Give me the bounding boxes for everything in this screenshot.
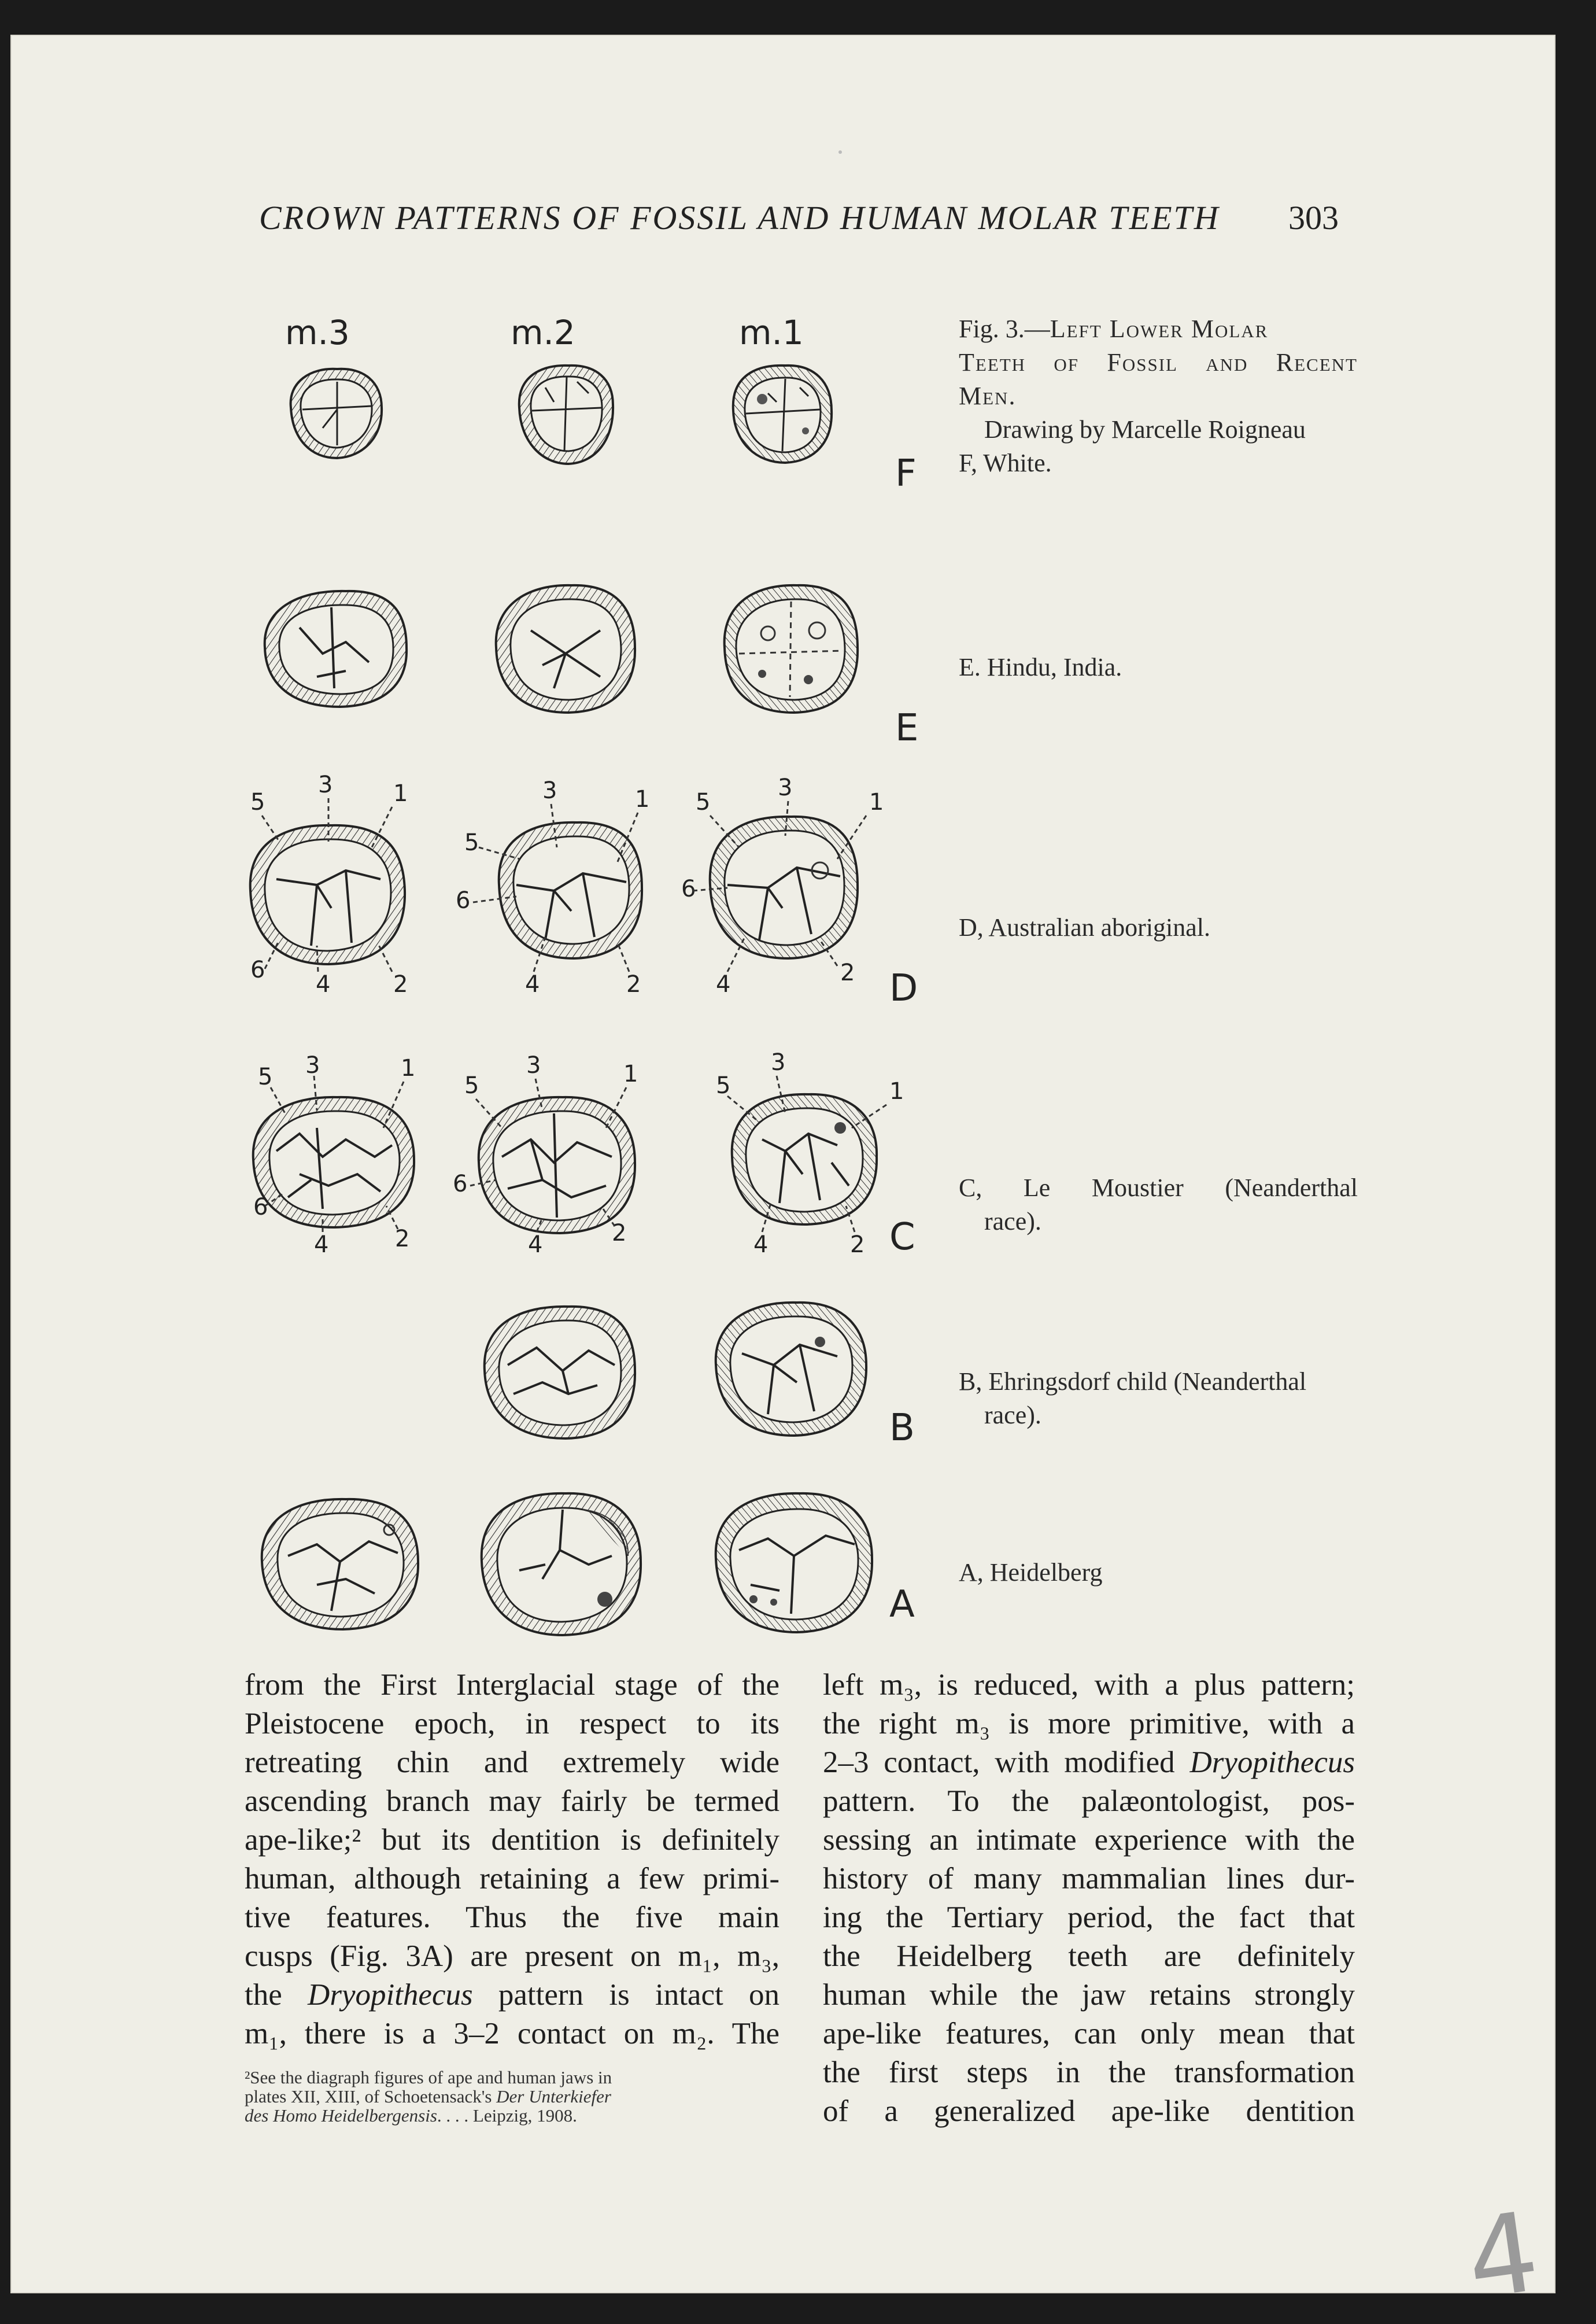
tooth-A-m1: [716, 1493, 872, 1632]
tooth-E-m1: [725, 585, 858, 713]
cusp-label-D-m3-6: 6: [250, 957, 265, 983]
row-letter-C: C: [889, 1216, 915, 1259]
cusp-label-D-m3-1: 1: [393, 780, 408, 807]
body-left-line: m₁, there is a 3–2 contact on m₂. The: [245, 2017, 779, 2050]
cusp-label-C-m2-5: 5: [464, 1072, 479, 1099]
body-right-line: of a generalized ape-like dentition: [823, 2094, 1355, 2128]
body-right-line: history of many mammalian lines dur-: [823, 1862, 1355, 1895]
caption-E: E. Hindu, India.: [959, 653, 1122, 681]
tooth-A-m3: [262, 1499, 418, 1629]
row-letter-D: D: [889, 967, 918, 1010]
caption-C-line1: C, Le Moustier (Neanderthal: [959, 1174, 1358, 1202]
tooth-C-m3: [253, 1097, 414, 1227]
cusp-label-D-m2-4: 4: [525, 971, 540, 998]
caption-B: [959, 1365, 1358, 1432]
cusp-label-D-m1-1: 1: [869, 789, 884, 816]
cusp-label-D-m2-1: 1: [635, 786, 650, 813]
cusp-label-D-m1-6: 6: [681, 876, 696, 902]
fig-caption-title: [959, 312, 1358, 480]
body-column-left: [245, 1666, 779, 2053]
body-left-line: from the First Interglacial stage of the: [245, 1668, 779, 1702]
row-letter-A: A: [889, 1583, 915, 1626]
fig-label: Fig. 3.—: [959, 315, 1050, 343]
fig-title-3: Men.: [959, 382, 1017, 410]
tooth-D-m3: [250, 825, 405, 964]
cusp-label-C-m1-1: 1: [889, 1078, 904, 1105]
body-left-line: the Dryopithecus pattern is intact on: [245, 1978, 779, 2012]
cusp-label-D-m3-5: 5: [250, 789, 265, 816]
cusp-label-D-m1-3: 3: [778, 774, 793, 801]
tooth-D-m2: [499, 822, 642, 958]
caption-D: D, Australian aboriginal.: [959, 913, 1211, 942]
body-right-line: ape-like features, can only mean that: [823, 2017, 1355, 2050]
column-label-m3: m.3: [285, 313, 350, 352]
running-head: [259, 198, 1358, 237]
body-right-line: ing the Tertiary period, the fact that: [823, 1901, 1355, 1934]
body-right-line: the first steps in the transformation: [823, 2056, 1355, 2089]
cusp-label-C-m2-4: 4: [528, 1231, 543, 1258]
cusp-label-D-m3-2: 2: [393, 971, 408, 998]
body-right-line: pattern. To the palæontologist, pos-: [823, 1784, 1355, 1818]
footnote-line-1: ²See the diagraph figures of ape and human jaws in: [245, 2067, 612, 2087]
body-left-line: retreating chin and extremely wide: [245, 1746, 779, 1779]
caption-C-line2: race).: [984, 1207, 1041, 1235]
page-speck: [838, 150, 842, 154]
row-letter-B: B: [889, 1407, 915, 1449]
body-left-line: cusps (Fig. 3A) are present on m₁, m₃,: [245, 1939, 779, 1973]
cusp-label-C-m2-3: 3: [526, 1052, 541, 1079]
body-right-line: sessing an intimate experience with the: [823, 1823, 1355, 1857]
cusp-label-D-m2-3: 3: [542, 777, 557, 804]
cusp-label-C-m1-3: 3: [771, 1049, 786, 1076]
caption-B-line1: B, Ehringsdorf child (Neanderthal: [959, 1367, 1307, 1396]
footnote-line-2: plates XII, XIII, of Schoetensack's Der Unterkiefer: [245, 2086, 611, 2107]
cusp-label-C-m1-5: 5: [716, 1072, 731, 1099]
body-left-line: ascending branch may fairly be termed: [245, 1784, 779, 1818]
caption-C: [959, 1171, 1358, 1238]
tooth-B-m1: [716, 1303, 866, 1436]
tooth-F-m1: [733, 366, 832, 463]
footnote-line-3: des Homo Heidelbergensis. . . . Leipzig, 1908.: [245, 2105, 577, 2126]
book-page: [10, 35, 1556, 2324]
fig-title-1: Left Lower Molar: [1050, 315, 1269, 343]
page-number: 303: [1288, 199, 1339, 237]
cusp-label-D-m3-4: 4: [316, 971, 331, 998]
cusp-label-C-m2-1: 1: [623, 1061, 638, 1087]
running-title: CROWN PATTERNS OF FOSSIL AND HUMAN MOLAR TEETH: [259, 199, 1220, 237]
tooth-E-m3: [265, 591, 407, 707]
column-label-m1: m.1: [739, 313, 804, 352]
credit-line-2: F, White.: [959, 449, 1052, 477]
footnote: [245, 2068, 782, 2125]
body-column-right: [823, 1666, 1355, 2131]
cusp-label-C-m1-4: 4: [753, 1231, 769, 1258]
tooth-E-m2: [496, 585, 635, 713]
cusp-label-C-m3-5: 5: [258, 1064, 273, 1090]
cusp-label-C-m3-2: 2: [395, 1226, 410, 1252]
cusp-label-D-m3-3: 3: [318, 772, 333, 798]
row-letter-E: E: [895, 707, 919, 750]
cusp-label-C-m2-6: 6: [453, 1171, 468, 1197]
caption-A: A, Heidelberg: [959, 1558, 1103, 1587]
tooth-D-m1: [710, 817, 858, 958]
tooth-C-m1: [732, 1094, 877, 1224]
cusp-label-D-m1-2: 2: [840, 960, 855, 986]
column-label-m2: m.2: [511, 313, 575, 352]
caption-B-line2: race).: [984, 1401, 1041, 1429]
handwritten-page-mark: 4: [1459, 2187, 1546, 2324]
fig-title-2: Teeth of Fossil and Recent: [959, 348, 1358, 377]
cusp-label-D-m2-5: 5: [464, 829, 479, 856]
cusp-label-C-m3-6: 6: [253, 1194, 268, 1220]
caption-title-line1: [959, 312, 1358, 346]
cusp-label-C-m1-2: 2: [850, 1231, 865, 1258]
body-right-line: the Heidelberg teeth are definitely: [823, 1939, 1355, 1973]
body-left-line: Pleistocene epoch, in respect to its: [245, 1707, 779, 1740]
cusp-label-C-m3-1: 1: [401, 1055, 416, 1082]
body-right-line: 2–3 contact, with modified Dryopithecus: [823, 1746, 1355, 1779]
body-right-line: left m₃, is reduced, with a plus pattern;: [823, 1668, 1355, 1702]
tooth-B-m2: [485, 1307, 635, 1438]
tooth-F-m3: [291, 369, 382, 458]
cusp-label-C-m2-2: 2: [612, 1220, 627, 1246]
cusp-label-D-m1-5: 5: [696, 789, 711, 816]
tooth-F-m2: [519, 366, 613, 464]
body-left-line: tive features. Thus the five main: [245, 1901, 779, 1934]
cusp-label-D-m2-6: 6: [456, 887, 471, 914]
cusp-label-C-m3-3: 3: [305, 1052, 320, 1079]
cusp-label-C-m3-4: 4: [314, 1231, 329, 1258]
molar-figure: [230, 307, 959, 1637]
body-right-line: the right m₃ is more primitive, with a: [823, 1707, 1355, 1740]
row-letter-F: F: [895, 452, 917, 495]
cusp-label-D-m1-4: 4: [716, 971, 731, 998]
cusp-label-D-m2-2: 2: [626, 971, 641, 998]
credit-line-1: Drawing by Marcelle Roigneau: [984, 415, 1306, 444]
body-left-line: human, although retaining a few primi-: [245, 1862, 779, 1895]
body-left-line: ape-like;² but its dentition is definitely: [245, 1823, 779, 1857]
tooth-A-m2: [482, 1493, 641, 1635]
body-right-line: human while the jaw retains strongly: [823, 1978, 1355, 2012]
